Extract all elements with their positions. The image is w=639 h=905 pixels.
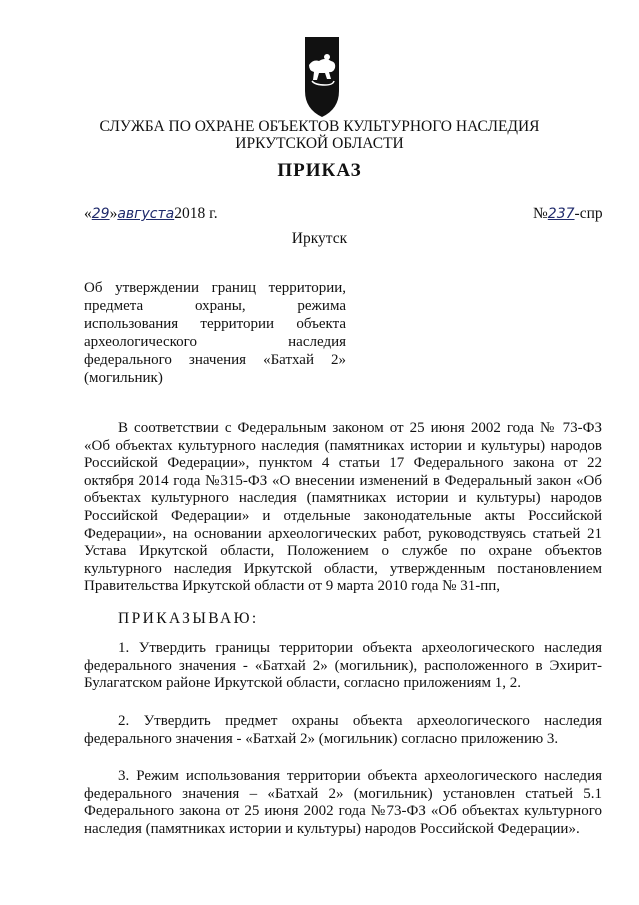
order-subject: [84, 279, 346, 387]
item-line: федерального значения - «Батхай 2» (могильник) согласно приложению 3.: [84, 730, 559, 747]
date-close-quote: »: [109, 205, 118, 222]
preamble-line: Российской Федерации», пунктом 4 статьи 17 Федерального закона от 22: [84, 455, 602, 472]
preamble-line: Устава Иркутской области, Положением о службе по охране объектов: [84, 543, 602, 560]
preamble-line: «Об объектах культурного наследия (памятниках истории и культуры) народов: [84, 437, 602, 454]
order-item-1: [84, 640, 602, 693]
date-open-quote: «: [84, 205, 92, 222]
organization-name: СЛУЖБА ПО ОХРАНЕ ОБЪЕКТОВ КУЛЬТУРНОГО НАСЛЕДИЯ: [99, 118, 540, 135]
city: Иркутск: [291, 230, 348, 247]
subject-line: Об утверждении границ территории,: [84, 280, 346, 296]
date-day: 29: [91, 206, 110, 222]
number-suffix: -спр: [574, 205, 603, 222]
organization-region: ИРКУТСКОЙ ОБЛАСТИ: [235, 135, 404, 152]
preamble-line: Правительства Иркутской области от 9 марта 2010 года № 31-пп,: [84, 578, 500, 595]
item-line: федерального значения - «Батхай 2» (могильник), расположенного в Эхирит-: [84, 657, 602, 674]
item-line: 3. Режим использования территории объекта археологического наследия: [118, 768, 602, 784]
order-number: [533, 205, 603, 223]
preamble-line: Федерации», на основании археологических работ, руководствуясь статьей 21: [84, 525, 602, 542]
item-line: наследия (памятниках истории и культуры) народов Российской Федерации».: [84, 820, 580, 837]
order-item-3: [84, 768, 602, 838]
number-value: 237: [547, 206, 575, 222]
item-line: федерального значения – «Батхай 2» (могильник) установлен статьей 5.1: [84, 785, 602, 802]
preamble-line: культурного наследия Иркутской области, утвержденным постановлением: [84, 560, 602, 577]
subject-line: (могильник): [84, 370, 163, 386]
item-line: 1. Утвердить границы территории объекта археологического наследия: [118, 640, 602, 656]
subject-line: археологического наследия: [84, 334, 346, 350]
item-line: Федерального закона от 25 июня 2002 года №73-ФЗ «Об объектах культурного: [84, 803, 602, 820]
document-type-title: ПРИКАЗ: [277, 160, 362, 181]
date-month: августа: [117, 206, 175, 222]
preamble-paragraph: [84, 420, 602, 596]
order-date: [84, 205, 218, 223]
subject-line: предмета охраны, режима: [84, 298, 346, 314]
number-prefix: №: [533, 205, 548, 222]
coat-of-arms-emblem: [303, 35, 341, 119]
date-year: 2018 г.: [174, 205, 218, 222]
preamble-line: объектах культурного наследия (памятниках истории и культуры) народов: [84, 490, 602, 507]
subject-line: использования территории объекта: [84, 316, 346, 332]
preamble-line: В соответствии с Федеральным законом от 25 июня 2002 года № 73-ФЗ: [118, 420, 602, 436]
order-item-2: [84, 713, 602, 748]
item-line: Булагатском районе Иркутской области, согласно приложениям 1, 2.: [84, 675, 521, 692]
preamble-line: Российской Федерации» и отдельные законодательные акты Российской: [84, 507, 602, 524]
preamble-line: октября 2014 года №315-ФЗ «О внесении изменений в Федеральный закон «Об: [84, 472, 602, 489]
subject-line: федерального значения «Батхай 2»: [84, 352, 346, 368]
order-directive: ПРИКАЗЫВАЮ:: [118, 610, 259, 627]
item-line: 2. Утвердить предмет охраны объекта археологического наследия: [118, 713, 602, 729]
